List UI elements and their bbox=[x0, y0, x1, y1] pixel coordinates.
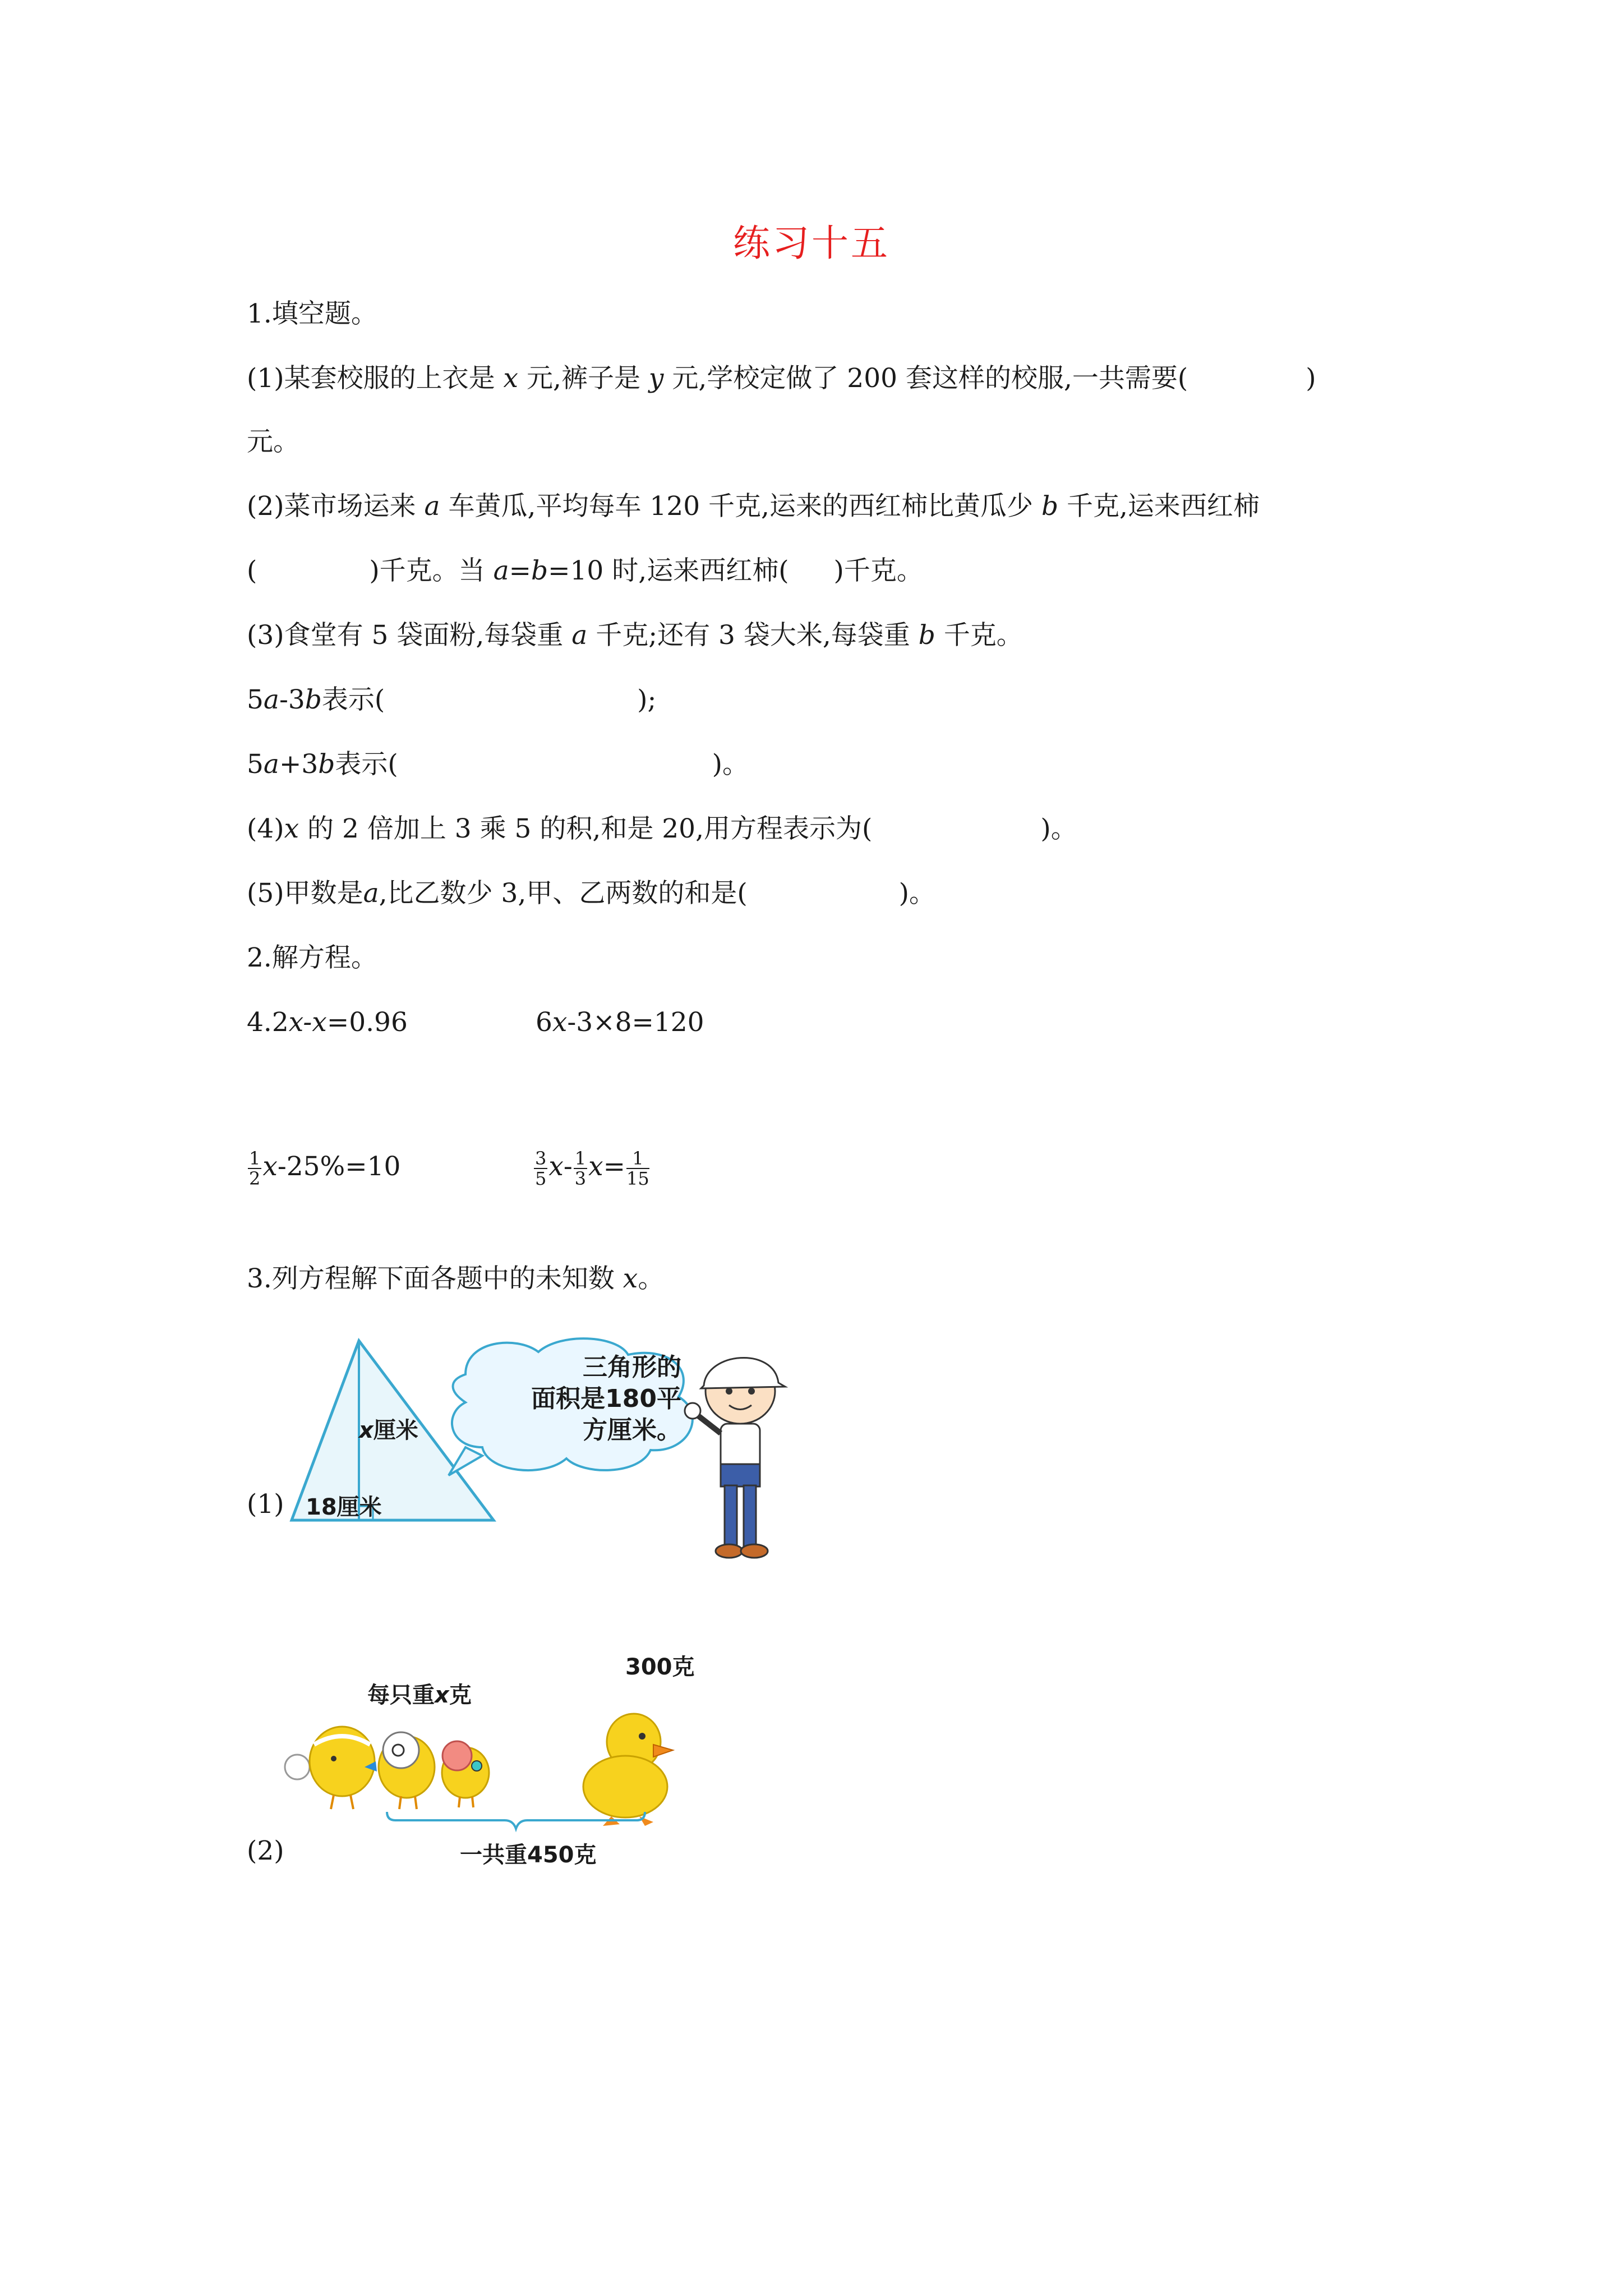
duck-weight-label: 300克 bbox=[625, 1654, 695, 1680]
q1-part1-line2: 元。 bbox=[247, 426, 299, 457]
fraction: $\frac{1}{15}$ bbox=[626, 1148, 649, 1189]
q1-part4: (4)x 的 2 倍加上 3 乘 5 的积,和是 20,用方程表示为( )。 bbox=[247, 813, 1077, 844]
equation-2: 6x-3×8=120 bbox=[536, 1007, 704, 1038]
triangle-height-label: x厘米 bbox=[359, 1418, 418, 1443]
figure-chicks-duck bbox=[280, 1705, 707, 1840]
fraction: $\frac{1}{2}$ bbox=[249, 1148, 261, 1189]
q2-heading: 2.解方程。 bbox=[247, 942, 377, 973]
chick-1 bbox=[285, 1727, 375, 1809]
figure-1-number: (1) bbox=[247, 1489, 284, 1520]
q1-part3-line1: (3)食堂有 5 袋面粉,每袋重 a 千克;还有 3 袋大米,每袋重 b 千克。 bbox=[247, 620, 1023, 651]
q1-part3-expr2: 5a+3b表示( )。 bbox=[247, 749, 749, 780]
fraction: $\frac{3}{5}$ bbox=[535, 1148, 547, 1189]
fraction: $\frac{1}{3}$ bbox=[574, 1148, 587, 1189]
equation-3: $\frac{1}{2}$ x-25%=10 bbox=[249, 1148, 401, 1189]
q3-heading: 3.列方程解下面各题中的未知数 x。 bbox=[247, 1263, 665, 1294]
chick-weight-label: 每只重x克 bbox=[367, 1682, 472, 1708]
q1-part2-line2: ( )千克。当 a=b=10 时,运来西红柿( )千克。 bbox=[247, 555, 923, 586]
q1-heading: 1.填空题。 bbox=[247, 298, 377, 329]
equation-1: 4.2x-x=0.96 bbox=[247, 1007, 408, 1038]
page-title: 练习十五 bbox=[733, 222, 890, 265]
q1-part5: (5)甲数是a,比乙数少 3,甲、乙两数的和是( )。 bbox=[247, 878, 936, 909]
duck bbox=[583, 1714, 673, 1826]
q1-part1-line1: (1)某套校服的上衣是 x 元,裤子是 y 元,学校定做了 200 套这样的校服,一共需要( ) bbox=[247, 363, 1316, 394]
figure-2-number: (2) bbox=[247, 1835, 284, 1866]
total-weight-label: 一共重450克 bbox=[460, 1842, 597, 1868]
chick-3 bbox=[442, 1741, 489, 1807]
triangle-base-label: 18厘米 bbox=[306, 1494, 382, 1520]
q1-part3-expr1: 5a-3b表示( ); bbox=[247, 684, 657, 715]
cloud-text: 三角形的 面积是180平 方厘米。 bbox=[531, 1353, 681, 1444]
chick-2 bbox=[365, 1732, 435, 1809]
q1-part2-line1: (2)菜市场运来 a 车黄瓜,平均每车 120 千克,运来的西红柿比黄瓜少 b 千克,运来西红柿 bbox=[247, 491, 1260, 522]
boy-illustration bbox=[685, 1358, 785, 1558]
equation-4: $\frac{3}{5}$ x- $\frac{1}{3}$ x= $\frac{1}{15}$ bbox=[535, 1148, 649, 1189]
